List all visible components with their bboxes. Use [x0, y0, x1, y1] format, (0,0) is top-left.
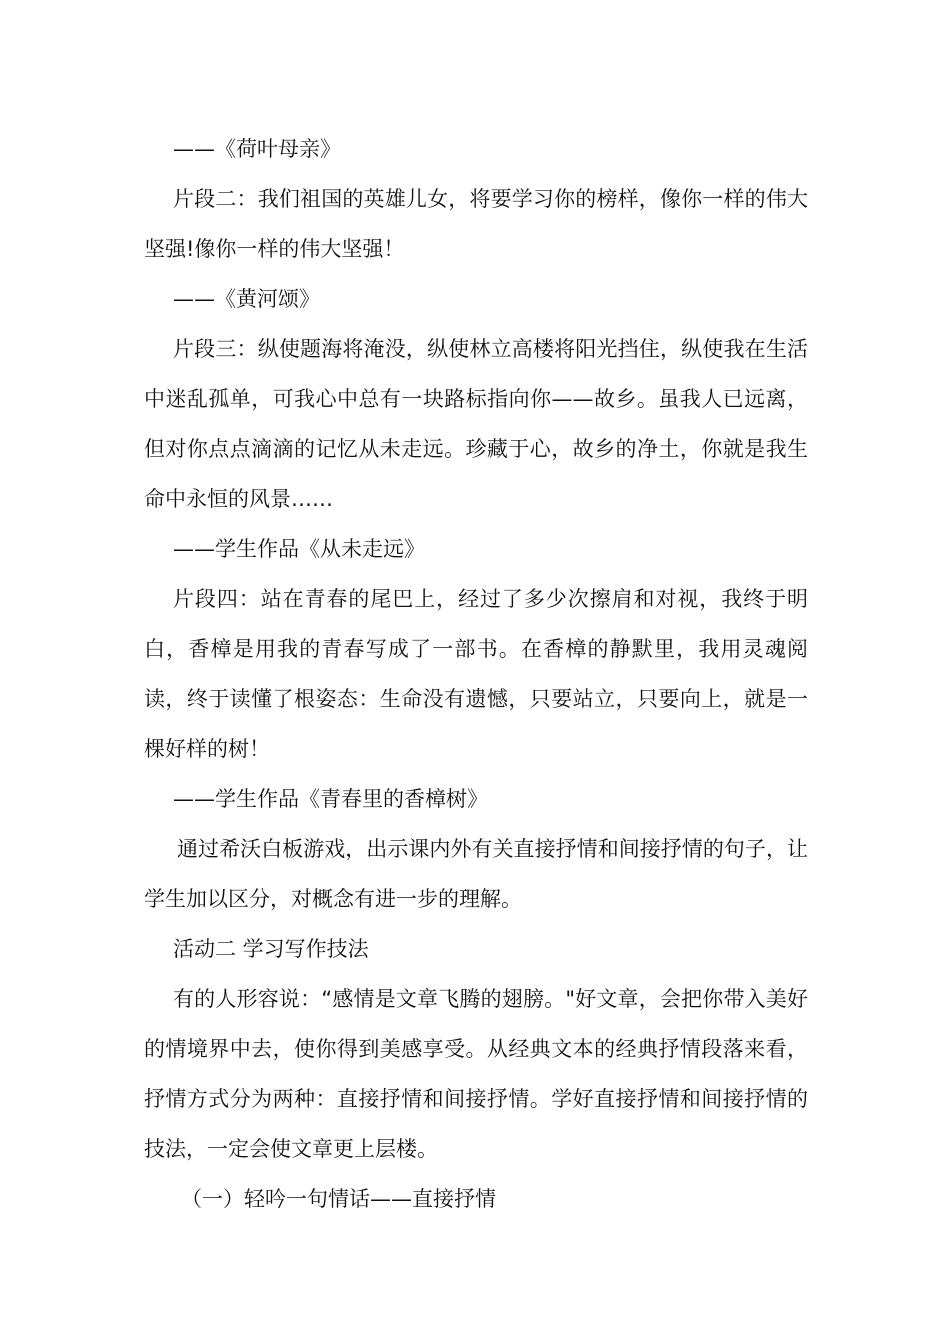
document-body [144, 124, 808, 1224]
source-line-lotus-mother: ——《荷叶母亲》 [173, 137, 341, 161]
source-line-camphor-tree: ——学生作品《青春里的香樟树》 [173, 787, 488, 811]
section-heading-activity-two: 活动二 学习写作技法 [173, 937, 369, 961]
paragraph-excerpt-two: 片段二：我们祖国的英雄儿女，将要学习你的榜样，像你一样的伟大坚强!像你一样的伟大坚强！ [144, 187, 808, 261]
paragraph-emotion-wings: 有的人形容说：“感情是文章飞腾的翅膀。"好文章，会把你带入美好的情境界中去，使你得到美感享受。从经典文本的经典抒情段落来看，抒情方式分为两种：直接抒情和间接抒情。学好直接抒情和间接抒情的技法，一定会使文章更上层楼。 [144, 987, 808, 1161]
paragraph-excerpt-three: 片段三：纵使题海将淹没，纵使林立高楼将阳光挡住，纵使我在生活中迷乱孤单，可我心中总有一块路标指向你——故乡。虽我人已远离，但对你点点滴滴的记忆从未走远。珍藏于心，故乡的净土，你就是我生命中永恒的风景…… [144, 337, 808, 511]
source-line-yellow-river: ——《黄河颂》 [173, 287, 320, 311]
subheading-direct-lyricism: （一）轻吟一句情话——直接抒情 [181, 1187, 496, 1211]
source-line-never-far: ——学生作品《从未走远》 [173, 537, 425, 561]
paragraph-whiteboard-game: 通过希沃白板游戏，出示课内外有关直接抒情和间接抒情的句子，让学生加以区分，对概念有进一步的理解。 [144, 837, 808, 911]
paragraph-excerpt-four: 片段四：站在青春的尾巴上，经过了多少次擦肩和对视，我终于明白，香樟是用我的青春写成了一部书。在香樟的静默里，我用灵魂阅读，终于读懂了根姿态：生命没有遗憾，只要站立，只要向上，就是一棵好样的树！ [144, 587, 808, 761]
